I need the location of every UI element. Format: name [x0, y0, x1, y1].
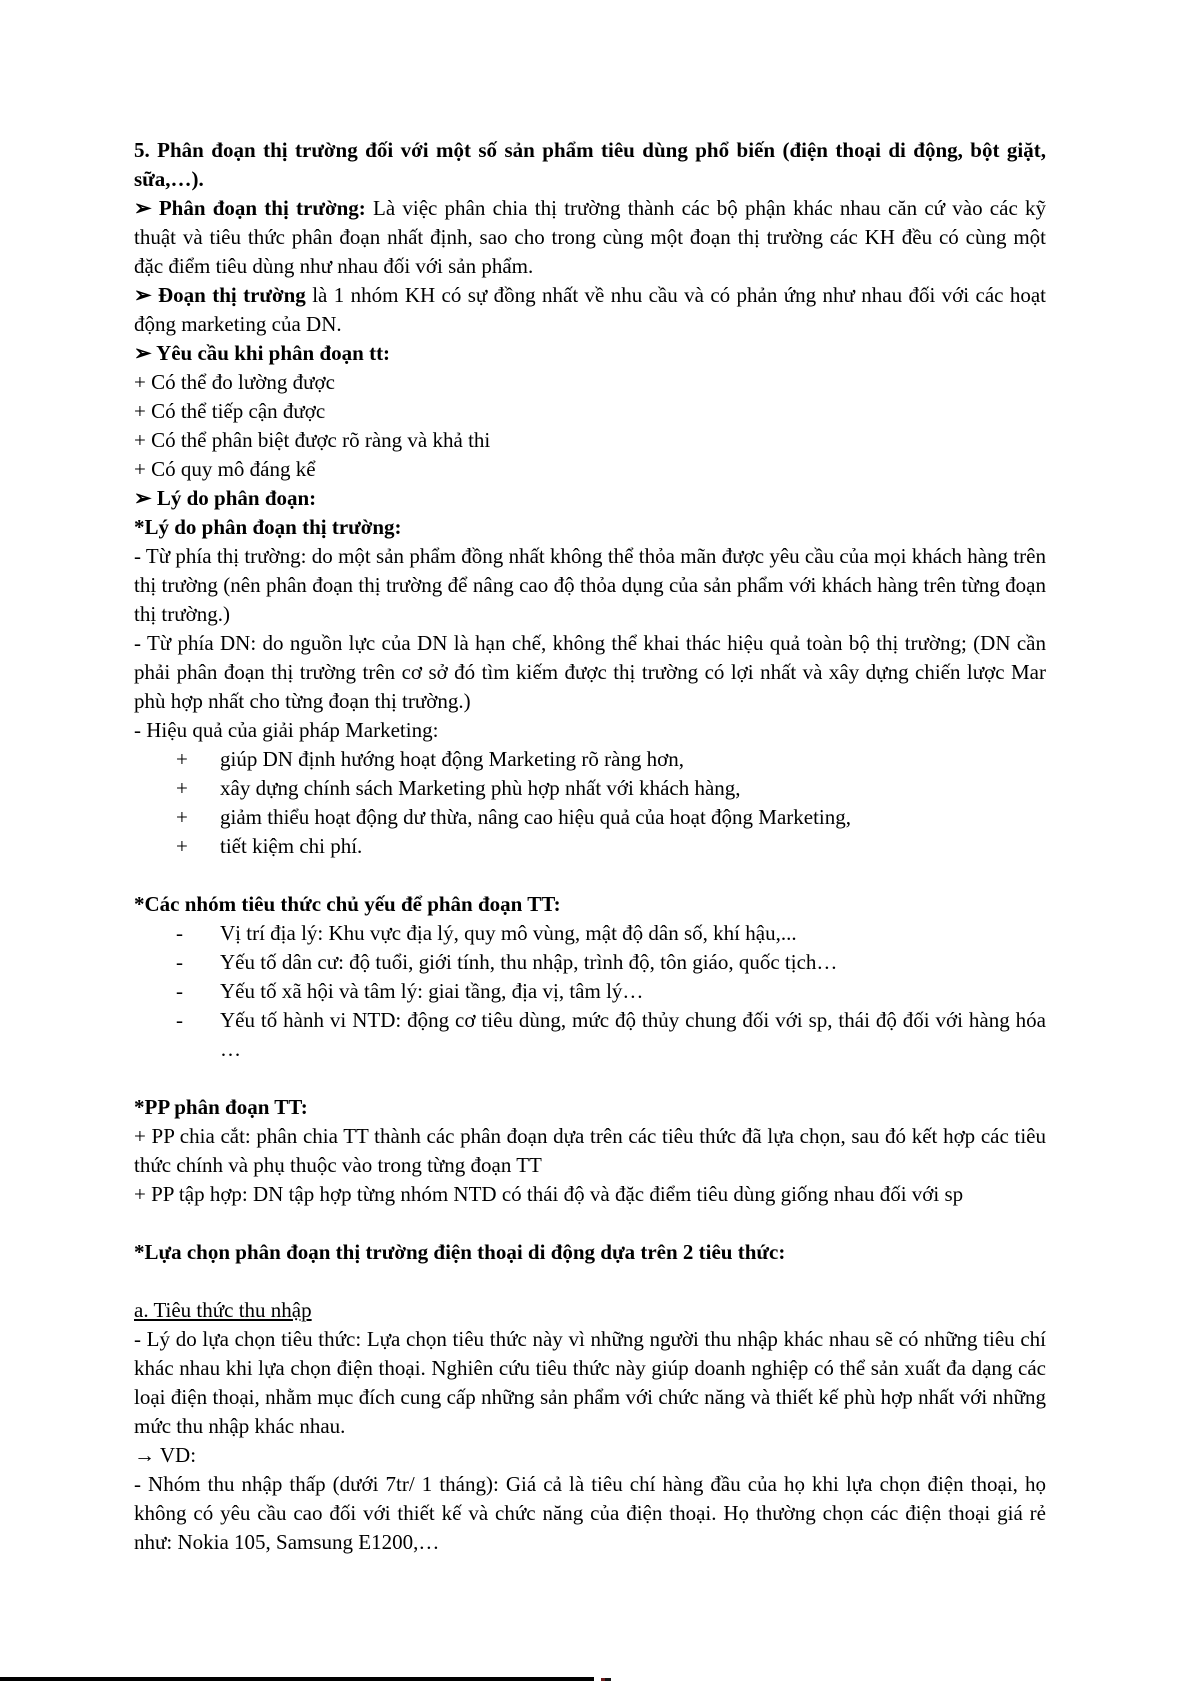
effect-list-item	[134, 774, 1046, 803]
reasons-tt-heading: *Lý do phân đoạn thị trường:	[134, 515, 402, 539]
definition-market-segmentation	[134, 194, 1046, 281]
effect-list-item	[134, 803, 1046, 832]
requirement-item: + Có thể đo lường được	[134, 370, 335, 394]
definition-segment-lead: ➢ Đoạn thị trường	[134, 283, 306, 307]
definition-segmentation-lead: ➢ Phân đoạn thị trường:	[134, 196, 366, 220]
criteria-text: Vị trí địa lý: Khu vực địa lý, quy mô vùng, mật độ dân số, khí hậu,...	[220, 921, 797, 945]
plus-marker: +	[176, 747, 188, 771]
reasons-heading: ➢ Lý do phân đoạn:	[134, 486, 317, 510]
pp-chiacat-paragraph: + PP chia cắt: phân chia TT thành các phân đoạn dựa trên các tiêu thức đã lựa chọn, sau đó kết hợp các tiêu thức chính và phụ thuộc vào trong từng đoạn TT	[134, 1124, 1046, 1177]
effect-text: giảm thiểu hoạt động dư thừa, nâng cao hiệu quả của hoạt động Marketing,	[220, 805, 852, 829]
criteria-text: Yếu tố hành vi NTD: động cơ tiêu dùng, mức độ thủy chung đối với sp, thái độ đối với hàng hóa …	[220, 1008, 1046, 1061]
criteria-heading: *Các nhóm tiêu thức chủ yếu để phân đoạn TT:	[134, 892, 561, 916]
document-page	[134, 136, 1046, 1557]
blank-line	[134, 1064, 1046, 1093]
criteria-list-item	[134, 1006, 1046, 1064]
plus-marker: +	[176, 834, 188, 858]
reason-from-dn: - Từ phía DN: do nguồn lực của DN là hạn chế, không thể khai thác hiệu quả toàn bộ thị trường; (DN cần phải phân đoạn thị trường trên cơ sở đó tìm kiếm được thị trường có lợi nhất và xây dựng chiến lược Mar phù hợp nhất cho từng đoạn thị trường.)	[134, 631, 1046, 713]
requirement-item: + Có thể tiếp cận được	[134, 399, 326, 423]
effect-text: giúp DN định hướng hoạt động Marketing rõ ràng hơn,	[220, 747, 685, 771]
example-label: → VD:	[134, 1443, 197, 1467]
low-income-paragraph: - Nhóm thu nhập thấp (dưới 7tr/ 1 tháng): Giá cả là tiêu chí hàng đầu của họ khi lựa chọn điện thoại, họ không có yêu cầu cao đối với thiết kế và chức năng của điện thoại. Họ thường chọn các điện thoại giá rẻ như: Nokia 105, Samsung E1200,…	[134, 1472, 1046, 1554]
effect-text: tiết kiệm chi phí.	[220, 834, 363, 858]
reason-from-market: - Từ phía thị trường: do một sản phẩm đồng nhất không thể thỏa mãn được yêu cầu của mọi khách hàng trên thị trường (nên phân đoạn thị trường để nâng cao độ thỏa dụng của sản phẩm với khách hàng trên từng đoạn thị trường.)	[134, 544, 1046, 626]
income-reason-paragraph: - Lý do lựa chọn tiêu thức: Lựa chọn tiêu thức này vì những người thu nhập khác nhau sẽ có những tiêu chí khác nhau khi lựa chọn điện thoại. Nghiên cứu tiêu thức này giúp doanh nghiệp có thể sản xuất đa dạng các loại điện thoại, nhằm mục đích cung cấp những sản phẩm với chức năng và thiết kế phù hợp nhất với những mức thu nhập khác nhau.	[134, 1327, 1046, 1438]
blank-line	[134, 1267, 1046, 1296]
definition-market-segment	[134, 281, 1046, 339]
criteria-text: Yếu tố xã hội và tâm lý: giai tầng, địa vị, tâm lý…	[220, 979, 644, 1003]
dash-marker: -	[176, 950, 183, 974]
page-bottom-rule	[0, 1677, 594, 1681]
dash-marker: -	[176, 979, 183, 1003]
criteria-list-item	[134, 977, 1046, 1006]
reason-effectiveness: - Hiệu quả của giải pháp Marketing:	[134, 718, 439, 742]
requirement-item: + Có quy mô đáng kể	[134, 457, 316, 481]
plus-marker: +	[176, 776, 188, 800]
criteria-list-item	[134, 948, 1046, 977]
dash-marker: -	[176, 1008, 183, 1032]
pp-taphop-paragraph: + PP tập hợp: DN tập hợp từng nhóm NTD có thái độ và đặc điểm tiêu dùng giống nhau đối với sp	[134, 1182, 964, 1206]
effect-list-item	[134, 745, 1046, 774]
section-heading: 5. Phân đoạn thị trường đối với một số sản phẩm tiêu dùng phổ biến (điện thoại di động, bột giặt, sữa,…).	[134, 138, 1046, 191]
definition-segment-rest: là 1 nhóm KH có sự đồng nhất về nhu cầu và có phản ứng như nhau đối với các hoạt động marketing của DN.	[134, 283, 1046, 336]
dash-marker: -	[176, 921, 183, 945]
effect-text: xây dựng chính sách Marketing phù hợp nhất với khách hàng,	[220, 776, 741, 800]
blank-line	[134, 861, 1046, 890]
selection-heading: *Lựa chọn phân đoạn thị trường điện thoại di động dựa trên 2 tiêu thức:	[134, 1240, 786, 1264]
page-bottom-dash	[601, 1678, 611, 1681]
effect-list-item	[134, 832, 1046, 861]
plus-marker: +	[176, 805, 188, 829]
definition-segmentation-rest: Là việc phân chia thị trường thành các bộ phận khác nhau căn cứ vào các kỹ thuật và tiêu thức phân đoạn nhất định, sao cho trong cùng một đoạn thị trường các KH đều có cùng một đặc điểm tiêu dùng như nhau đối với sản phẩm.	[134, 196, 1046, 278]
income-criterion-heading: a. Tiêu thức thu nhập	[134, 1298, 312, 1322]
blank-line	[134, 1209, 1046, 1238]
requirements-heading: ➢ Yêu cầu khi phân đoạn tt:	[134, 341, 391, 365]
requirement-item: + Có thể phân biệt được rõ ràng và khả thi	[134, 428, 491, 452]
criteria-text: Yếu tố dân cư: độ tuổi, giới tính, thu nhập, trình độ, tôn giáo, quốc tịch…	[220, 950, 838, 974]
pp-heading: *PP phân đoạn TT:	[134, 1095, 308, 1119]
criteria-list-item	[134, 919, 1046, 948]
